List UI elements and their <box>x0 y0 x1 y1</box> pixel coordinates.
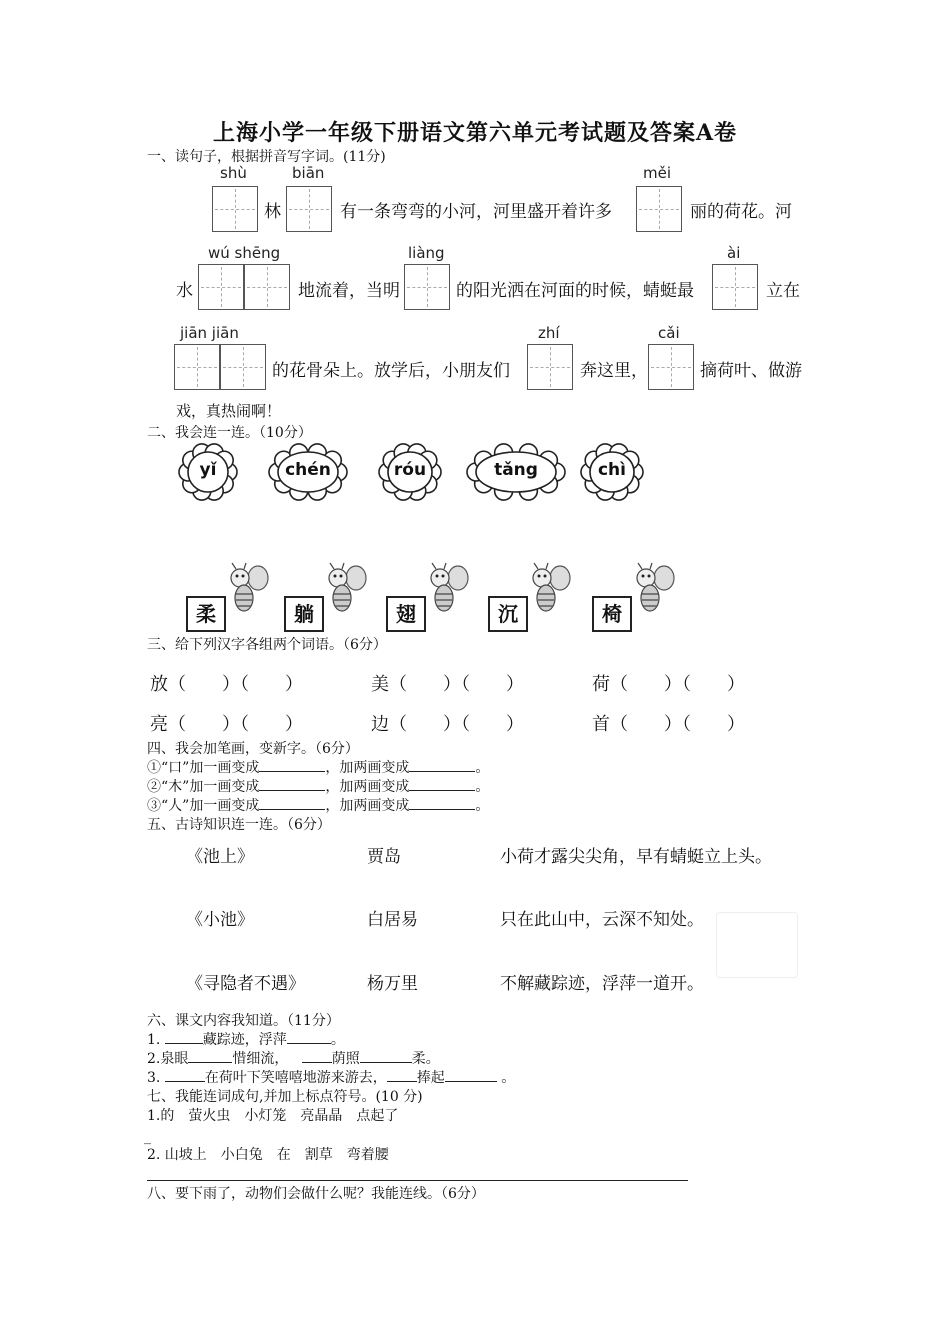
poem-line[interactable]: 不解藏踪迹，浮萍一道开。 <box>500 974 704 994</box>
word-sequence: 2. 山坡上 小白兔 在 割草 弯着腰 <box>147 1147 389 1163</box>
sentence-text: 水 <box>176 281 193 301</box>
answer-mark[interactable]: _ <box>144 1129 151 1145</box>
pinyin-wusheng: wú shēng <box>208 244 281 262</box>
word-group: 首（ ）（ ） <box>592 714 745 735</box>
fill-line: 1. 藏踪迹，浮萍 。 <box>147 1032 345 1048</box>
answer-blank[interactable] <box>287 1043 331 1044</box>
character-box[interactable]: 柔 <box>186 596 226 632</box>
pinyin-bian: biān <box>292 164 325 182</box>
word-group: 亮（ ）（ ） <box>150 714 303 735</box>
poem-author[interactable]: 杨万里 <box>367 974 418 994</box>
sentence-text: 的花骨朵上。放学后，小朋友们 <box>272 361 510 381</box>
answer-blank[interactable] <box>259 790 325 791</box>
poem-title[interactable]: 《寻隐者不遇》 <box>186 974 305 994</box>
word-group: 美（ ）（ ） <box>371 674 524 695</box>
writing-box[interactable] <box>198 264 244 310</box>
section-6-heading: 六、课文内容我知道。（11分） <box>147 1013 340 1029</box>
writing-box[interactable] <box>244 264 290 310</box>
writing-box[interactable] <box>527 344 573 390</box>
pinyin-liang: liàng <box>408 244 445 262</box>
pinyin-flower[interactable] <box>178 440 238 504</box>
writing-box[interactable] <box>286 186 332 232</box>
stroke-question: ③“人”加一画变成 ，加两画变成 。 <box>147 798 490 814</box>
writing-box[interactable] <box>648 344 694 390</box>
sentence-text: 奔这里， <box>580 361 648 381</box>
answer-blank[interactable] <box>302 1062 332 1063</box>
answer-blank[interactable] <box>188 1062 232 1063</box>
bee-icon <box>226 562 272 618</box>
pinyin-jianjian: jiān jiān <box>180 324 239 342</box>
answer-blank[interactable] <box>409 790 475 791</box>
answer-blank[interactable] <box>259 771 325 772</box>
poem-title[interactable]: 《池上》 <box>186 847 254 867</box>
sentence-text: 戏，真热闹啊！ <box>176 402 282 420</box>
faint-stamp <box>716 912 798 978</box>
pinyin-mei: měi <box>643 164 672 182</box>
pinyin-ai: ài <box>727 244 741 262</box>
bee-icon <box>528 562 574 618</box>
answer-blank[interactable] <box>259 809 325 810</box>
stroke-question: ②“木”加一画变成 ，加两画变成 。 <box>147 779 490 795</box>
bee-icon <box>632 562 678 618</box>
writing-box[interactable] <box>212 186 258 232</box>
bee-icon <box>324 562 370 618</box>
character-box[interactable]: 躺 <box>284 596 324 632</box>
fill-line: 3. 在荷叶下笑嘻嘻地游来游去， 捧起 。 <box>147 1070 516 1086</box>
character-box[interactable]: 沉 <box>488 596 528 632</box>
pinyin-flower[interactable] <box>466 440 566 504</box>
poem-title[interactable]: 《小池》 <box>186 910 254 930</box>
section-3-heading: 三、给下列汉字各组两个词语。（6分） <box>147 637 387 653</box>
sentence-text: 地流着，当明 <box>298 281 400 301</box>
pinyin-zhi: zhí <box>538 324 560 342</box>
word-group: 荷（ ）（ ） <box>592 674 745 695</box>
pinyin-shu: shù <box>220 164 247 182</box>
answer-line[interactable] <box>147 1180 688 1181</box>
poem-line[interactable]: 只在此山中，云深不知处。 <box>500 910 704 930</box>
flower-pinyin-label: tǎng <box>494 460 538 480</box>
section-7-heading: 七、我能连词成句,并加上标点符号。(10 分) <box>147 1089 423 1105</box>
pinyin-flower[interactable] <box>580 440 644 504</box>
section-2-heading: 二、我会连一连。（10分） <box>147 425 312 441</box>
sentence-text: 立在 <box>766 281 800 301</box>
answer-blank[interactable] <box>165 1043 203 1044</box>
sentence-text: 丽的荷花。河 <box>690 202 792 222</box>
answer-blank[interactable] <box>360 1062 412 1063</box>
character-box[interactable]: 椅 <box>592 596 632 632</box>
pinyin-flower[interactable] <box>378 440 442 504</box>
word-sequence: 1.的 萤火虫 小灯笼 亮晶晶 点起了 <box>147 1108 399 1124</box>
answer-blank[interactable] <box>387 1081 417 1082</box>
poem-author[interactable]: 白居易 <box>367 910 418 930</box>
poem-author[interactable]: 贾岛 <box>367 847 401 867</box>
flower-pinyin-label: róu <box>393 460 427 480</box>
writing-box[interactable] <box>712 264 758 310</box>
character-box[interactable]: 翅 <box>386 596 426 632</box>
section-1-heading: 一、读句子，根据拼音写字词。(11分) <box>147 149 386 165</box>
pinyin-flower[interactable] <box>268 440 348 504</box>
writing-box[interactable] <box>174 344 220 390</box>
word-group: 边（ ）（ ） <box>371 714 524 735</box>
poem-line[interactable]: 小荷才露尖尖角，早有蜻蜓立上头。 <box>500 847 772 867</box>
flower-pinyin-label: chì <box>597 460 626 480</box>
word-group: 放（ ）（ ） <box>150 674 303 695</box>
sentence-text: 林 <box>264 202 281 222</box>
stroke-question: ①“口”加一画变成 ，加两画变成 。 <box>147 760 490 776</box>
sentence-text: 摘荷叶、做游 <box>700 361 802 381</box>
sentence-text: 有一条弯弯的小河，河里盛开着许多 <box>340 202 612 222</box>
fill-line: 2.泉眼 惜细流， 荫照 柔。 <box>147 1051 440 1067</box>
flower-pinyin-label: yǐ <box>199 460 217 480</box>
writing-box[interactable] <box>404 264 450 310</box>
sentence-text: 的阳光洒在河面的时候，蜻蜓最 <box>456 281 694 301</box>
answer-blank[interactable] <box>409 771 475 772</box>
answer-blank[interactable] <box>165 1081 205 1082</box>
writing-box[interactable] <box>636 186 682 232</box>
answer-blank[interactable] <box>409 809 475 810</box>
section-4-heading: 四、我会加笔画，变新字。（6分） <box>147 741 359 757</box>
bee-icon <box>426 562 472 618</box>
page-title: 上海小学一年级下册语文第六单元考试题及答案A卷 <box>212 120 738 146</box>
section-5-heading: 五、古诗知识连一连。（6分） <box>147 817 331 833</box>
writing-box[interactable] <box>220 344 266 390</box>
flower-pinyin-label: chén <box>285 460 331 480</box>
section-8-heading: 八、要下雨了，动物们会做什么呢？我能连线。（6分） <box>147 1186 485 1202</box>
answer-blank[interactable] <box>445 1081 497 1082</box>
pinyin-cai: cǎi <box>658 324 680 342</box>
